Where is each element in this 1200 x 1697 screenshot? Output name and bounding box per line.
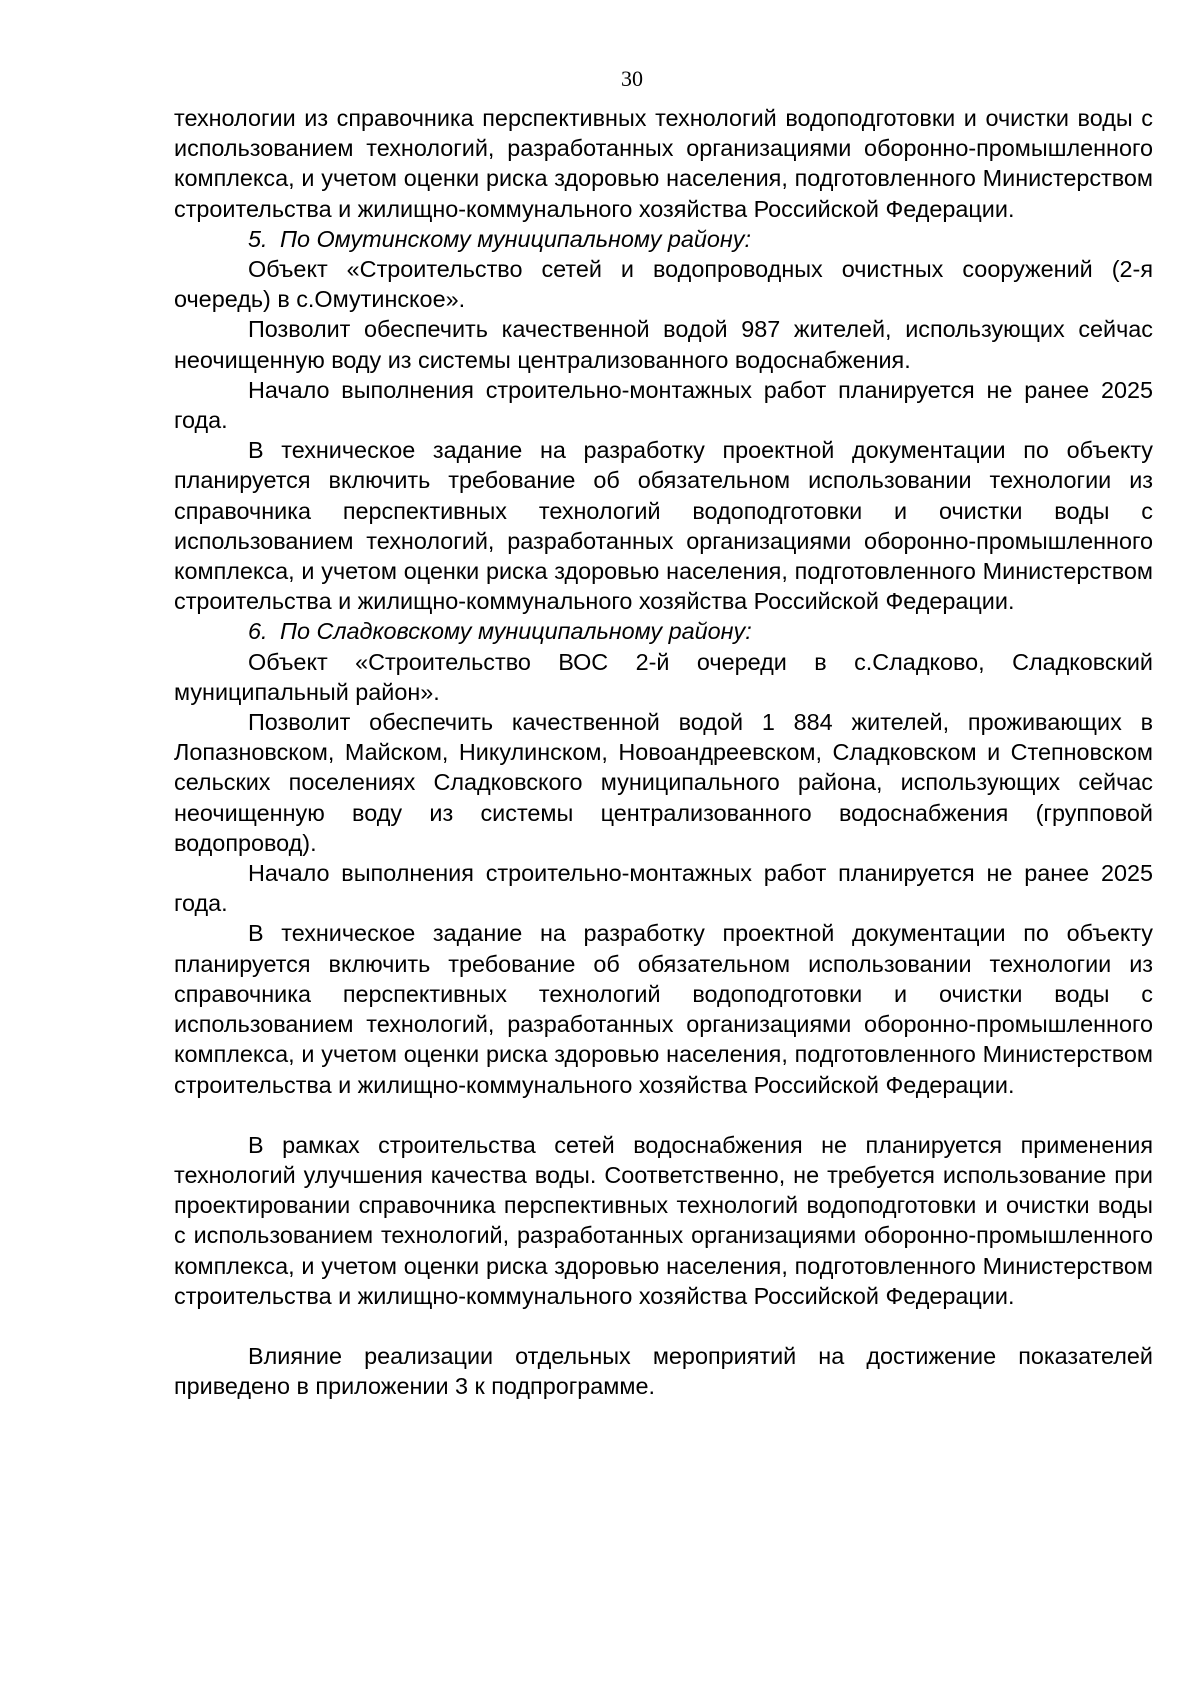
paragraph: Начало выполнения строительно-монтажных работ планируется не ранее 2025 года. bbox=[174, 860, 1153, 917]
paragraph: В рамках строительства сетей водоснабжения не планируется применения технологий улучшения качества воды. Соответственно, не требуется использование при проектировании справочника перспективных технологий водоподготовки и очистки воды с использованием технологий, разработанных организациями оборонно-промышленного комплекса, и учетом оценки риска здоровью населения, подготовленного Министерством строительства и жилищно-коммунального хозяйства Российской Федерации. bbox=[174, 1131, 1153, 1309]
paragraph-spacer bbox=[174, 1100, 1153, 1130]
paragraph: Позволит обеспечить качественной водой 1 884 жителей, проживающих в Лопазновском, Майском, Никулинском, Новоандреевском, Сладковском и Степновском сельских поселениях Сладковского муниципального района, использующих сейчас неочищенную воду из системы централизованного водоснабжения (групповой водопровод). bbox=[174, 709, 1153, 856]
page-number: 30 bbox=[621, 66, 643, 91]
paragraph: В техническое задание на разработку проектной документации по объекту планируется включить требование об обязательном использовании технологии из справочника перспективных технологий водоподготовки и очистки воды с использованием технологий, разработанных организациями оборонно-промышленного комплекса, и учетом оценки риска здоровью населения, подготовленного Министерством строительства и жилищно-коммунального хозяйства Российской Федерации. bbox=[174, 920, 1153, 1098]
paragraph: Объект «Строительство ВОС 2-й очереди в с.Сладково, Сладковский муниципальный район». bbox=[174, 648, 1153, 705]
document-body bbox=[174, 103, 1153, 1401]
section-heading bbox=[174, 224, 1153, 254]
section-heading bbox=[174, 616, 1153, 646]
paragraph: Начало выполнения строительно-монтажных работ планируется не ранее 2025 года. bbox=[174, 376, 1153, 434]
section-number: 6. bbox=[248, 618, 268, 645]
paragraph-spacer bbox=[174, 1311, 1153, 1341]
section-number: 5. bbox=[248, 225, 268, 252]
paragraph: В техническое задание на разработку проектной документации по объекту планируется включить требование об обязательном использовании технологии из справочника перспективных технологий водоподготовки и очистки воды с использованием технологий, разработанных организациями оборонно-промышленного комплекса, и учетом оценки риска здоровью населения, подготовленного Министерством строительства и жилищно-коммунального хозяйства Российской Федерации. bbox=[174, 437, 1153, 615]
paragraph: Позволит обеспечить качественной водой 987 жителей, использующих сейчас неочищенную воду из системы централизованного водоснабжения. bbox=[174, 316, 1153, 373]
paragraph: Объект «Строительство сетей и водопроводных очистных сооружений (2-я очередь) в с.Омутинское». bbox=[174, 256, 1153, 313]
paragraph-continuation: технологии из справочника перспективных технологий водоподготовки и очистки воды с использованием технологий, разработанных организациями оборонно-промышленного комплекса, и учетом оценки риска здоровью населения, подготовленного Министерством строительства и жилищно-коммунального хозяйства Российской Федерации. bbox=[174, 105, 1153, 222]
paragraph: Влияние реализации отдельных мероприятий на достижение показателей приведено в приложении 3 к подпрограмме. bbox=[174, 1342, 1153, 1400]
section-heading-text: По Сладковскому муниципальному району: bbox=[280, 618, 752, 645]
section-heading-text: По Омутинскому муниципальному району: bbox=[280, 225, 751, 252]
